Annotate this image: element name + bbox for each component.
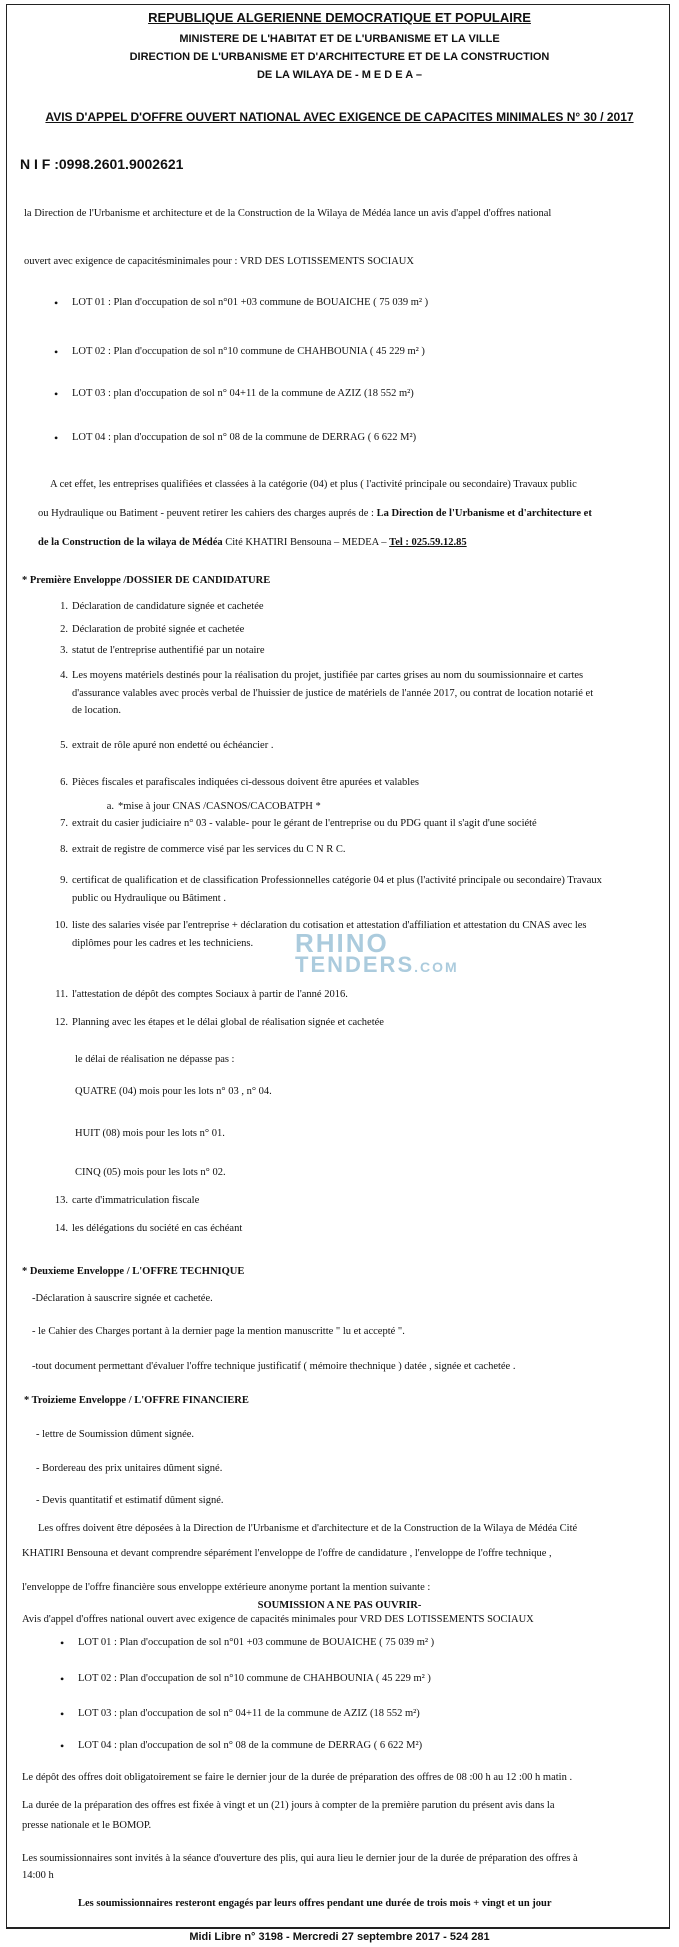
list-text: diplômes pour les cadres et les techniciens.: [72, 937, 254, 949]
delai-quatre: QUATRE (04) mois pour les lots n° 03 , n° 04.: [75, 1086, 272, 1097]
env2-title: * Deuxieme Enveloppe / L'OFFRE TECHNIQUE: [22, 1266, 245, 1277]
list-text: extrait de registre de commerce visé par les services du C N R C.: [72, 844, 346, 855]
effet-text: ou Hydraulique ou Batiment - peuvent retirer les cahiers des charges auprés de :: [38, 508, 377, 519]
list-text: Déclaration de candidature signée et cachetée: [72, 601, 264, 612]
list-number: 6.: [60, 777, 68, 788]
header-ministry: MINISTERE DE L'HABITAT ET DE L'URBANISME ET LA VILLE: [179, 33, 500, 45]
lot-item: [54, 345, 425, 359]
env1-title: * Première Enveloppe /DOSSIER DE CANDIDATURE: [22, 575, 271, 586]
closing-depot: Le dépôt des offres doit obligatoirement se faire le dernier jour de la durée de préparation des offres de 08 :00 h au 12 :00 h matin .: [22, 1772, 573, 1783]
list-item: [54, 1194, 200, 1208]
effet-direction: La Direction de l'Urbanisme et d'architecture et: [376, 508, 592, 519]
effet-phone: Tel : 025.59.12.85: [389, 537, 467, 548]
list-number: 4.: [60, 670, 68, 681]
lot-text: LOT 01 : Plan d'occupation de sol n°01 +03 commune de BOUAICHE ( 75 039 m² ): [72, 297, 429, 308]
list-number: 9.: [60, 875, 68, 886]
list-text: les délégations du société en cas échéant: [72, 1223, 243, 1234]
nif-number: N I F :0998.2601.9002621: [20, 156, 184, 172]
delai-cinq: CINQ (05) mois pour les lots n° 02.: [75, 1167, 226, 1178]
list-item: [60, 600, 264, 614]
list-item: [60, 644, 265, 658]
list-text: extrait de rôle apuré non endetté ou échéancier .: [72, 740, 274, 751]
list-item: [106, 800, 321, 814]
env3-title: * Troizieme Enveloppe / L'OFFRE FINANCIERE: [24, 1395, 249, 1406]
lot-text: LOT 01 : Plan d'occupation de sol n°01 +03 commune de BOUAICHE ( 75 039 m² ): [78, 1637, 435, 1648]
list-text: public ou Hydraulique ou Bâtiment .: [72, 892, 226, 904]
lot-item: [54, 296, 429, 310]
depot-line: Les offres doivent être déposées à la Direction de l'Urbanisme et d'architecture et de la Construction de la Wilaya de Médéa Cité: [38, 1523, 578, 1534]
lot-text: LOT 02 : Plan d'occupation de sol n°10 commune de CHAHBOUNIA ( 45 229 m² ): [72, 346, 425, 357]
lot-text: LOT 04 : plan d'occupation de sol n° 08 de la commune de DERRAG ( 6 622 M²): [72, 432, 417, 443]
list-item: [55, 988, 348, 1002]
env2-line: -Déclaration à sauscrire signée et cachetée.: [32, 1293, 213, 1304]
list-text: l'attestation de dépôt des comptes Sociaux à partir de l'anné 2016.: [72, 989, 348, 1000]
bullet-icon: •: [54, 387, 59, 401]
list-text: extrait du casier judiciaire n° 03 - valable- pour le gérant de l'entreprise ou du PDG quant il s'agit d'une société: [72, 818, 537, 829]
lot-item: [60, 1636, 435, 1650]
lot-item: [60, 1707, 420, 1721]
env3-line: - Bordereau des prix unitaires dûment signé.: [36, 1463, 223, 1474]
newspaper-footer: Midi Libre n° 3198 - Mercredi 27 septembre 2017 - 524 281: [189, 1931, 490, 1943]
list-text: carte d'immatriculation fiscale: [72, 1195, 200, 1206]
list-item: [60, 874, 602, 905]
header-wilaya: DE LA WILAYA DE - M E D E A –: [256, 69, 423, 81]
notice-title: AVIS D'APPEL D'OFFRE OUVERT NATIONAL AVEC EXIGENCE DE CAPACITES MINIMALES N° 30 / 2017: [45, 110, 634, 124]
closing-duree-2: presse nationale et le BOMOP.: [22, 1820, 152, 1831]
watermark-line-1: RHINO: [295, 928, 389, 958]
avis-mention: Avis d'appel d'offres national ouvert avec exigence de capacités minimales pour VRD DES LOTISSEMENTS SOCIAUX: [22, 1614, 534, 1625]
bullet-icon: •: [54, 296, 59, 310]
list-number: 8.: [60, 844, 68, 855]
list-text: Planning avec les étapes et le délai global de réalisation signée et cachetée: [72, 1017, 384, 1028]
list-text: d'assurance valables avec procès verbal de l'huissier de justice de matériels de l'année 2017, ou contrat de location notarié et: [72, 687, 594, 699]
list-number: 11.: [55, 989, 68, 1000]
soumission-mention: SOUMISSION A NE PAS OUVRIR-: [257, 1600, 422, 1611]
list-number: 2.: [60, 624, 68, 635]
list-number: 13.: [54, 1195, 68, 1206]
env3-line: - Devis quantitatif et estimatif dûment signé.: [36, 1495, 224, 1506]
bullet-icon: •: [54, 431, 59, 445]
list-number: 5.: [60, 740, 68, 751]
lot-text: LOT 02 : Plan d'occupation de sol n°10 commune de CHAHBOUNIA ( 45 229 m² ): [78, 1673, 431, 1684]
list-number: 12.: [54, 1017, 68, 1028]
env3-line: - lettre de Soumission dûment signée.: [36, 1429, 195, 1440]
env2-line: - le Cahier des Charges portant à la dernier page la mention manuscritte " lu et accepté ".: [32, 1326, 405, 1337]
list-text: Déclaration de probité signée et cachetée: [72, 624, 245, 635]
delai-text: le délai de réalisation ne dépasse pas :: [75, 1054, 235, 1065]
intro-line-2: ouvert avec exigence de capacitésminimales pour : VRD DES LOTISSEMENTS SOCIAUX: [24, 256, 414, 267]
list-number: 1.: [60, 601, 68, 612]
closing-duree: La durée de la préparation des offres est fixée à vingt et un (21) jours à compter de la première parution du présent avis dans la: [22, 1800, 555, 1811]
lot-text: LOT 03 : plan d'occupation de sol n° 04+11 de la commune de AZIZ (18 552 m²): [72, 388, 414, 399]
list-number: a.: [106, 801, 114, 812]
list-text: liste des salaries visée par l'entreprise + déclaration du cotisation et attestation d'affiliation et attestation du CNAS avec les: [72, 920, 587, 931]
list-number: 7.: [60, 818, 68, 829]
list-item: [60, 817, 537, 831]
bullet-icon: •: [60, 1636, 65, 1650]
list-number: 14.: [54, 1223, 68, 1234]
list-text: certificat de qualification et de classification Professionnelles catégorie 04 et plus (l'activité principale ou secondaire) Travaux: [72, 875, 602, 886]
list-number: 10.: [54, 920, 68, 931]
list-item: [60, 776, 419, 790]
depot-line: l'enveloppe de l'offre financière sous enveloppe extérieure anonyme portant la mention suivante :: [22, 1582, 431, 1593]
closing-ouverture-2: 14:00 h: [22, 1870, 54, 1881]
delai-huit: HUIT (08) mois pour les lots n° 01.: [75, 1128, 225, 1139]
list-text: statut de l'entreprise authentifié par un notaire: [72, 645, 265, 656]
effet-line-1: A cet effet, les entreprises qualifiées et classées à la catégorie (04) et plus ( l'activité principale ou secondaire) Travaux public: [50, 479, 577, 490]
list-number: 3.: [60, 645, 68, 656]
effet-wilaya: de la Construction de la wilaya de Médéa: [38, 537, 223, 548]
bullet-icon: •: [60, 1739, 65, 1753]
list-text: *mise à jour CNAS /CASNOS/CACOBATPH *: [118, 801, 321, 812]
closing-engagement: Les soumissionnaires resteront engagés par leurs offres pendant une durée de trois mois + vingt et un jour: [78, 1898, 552, 1909]
env2-line: -tout document permettant d'évaluer l'offre technique justificatif ( mémoire thechnique ) datée , signée et cachetée .: [32, 1361, 516, 1372]
footer-divider: [6, 1928, 670, 1929]
bullet-icon: •: [60, 1707, 65, 1721]
lot-item: [54, 387, 414, 401]
bullet-icon: •: [60, 1672, 65, 1686]
list-text: Pièces fiscales et parafiscales indiquées ci-dessous doivent être apurées et valables: [72, 777, 419, 788]
list-text: Les moyens matériels destinés pour la réalisation du projet, justifiée par cartes grises au nom du soumissionnaire et cartes: [72, 670, 584, 681]
watermark-logo: [295, 928, 459, 978]
effet-address: Cité KHATIRI Bensouna – MEDEA –: [222, 537, 390, 548]
depot-line: KHATIRI Bensouna et devant comprendre séparément l'enveloppe de l'offre de candidature , l'enveloppe de l'offre technique ,: [22, 1548, 552, 1559]
lot-item: [60, 1672, 431, 1686]
watermark-word: TENDERS: [295, 952, 415, 977]
list-item: [60, 843, 346, 857]
list-item: [60, 739, 274, 753]
effet-line-3: [38, 536, 467, 550]
lot-text: LOT 04 : plan d'occupation de sol n° 08 de la commune de DERRAG ( 6 622 M²): [78, 1740, 423, 1751]
list-text: de location.: [72, 705, 121, 717]
watermark-suffix: .COM: [414, 959, 459, 975]
list-item: [54, 1222, 243, 1236]
header-republic: REPUBLIQUE ALGERIENNE DEMOCRATIQUE ET POPULAIRE: [148, 10, 531, 25]
list-item: [60, 623, 245, 637]
list-item: [54, 1016, 384, 1030]
closing-ouverture: Les soumissionnaires sont invités à la séance d'ouverture des plis, qui aura lieu le dernier jour de la durée de préparation des offres à: [22, 1853, 578, 1864]
header-direction: DIRECTION DE L'URBANISME ET D'ARCHITECTURE ET DE LA CONSTRUCTION: [129, 51, 550, 63]
lot-item: [60, 1739, 423, 1753]
bullet-icon: •: [54, 345, 59, 359]
effet-line-2: [38, 507, 592, 521]
lot-item: [54, 431, 417, 445]
lot-text: LOT 03 : plan d'occupation de sol n° 04+11 de la commune de AZIZ (18 552 m²): [78, 1708, 420, 1719]
list-item: [60, 669, 594, 718]
watermark-line-2: [295, 954, 459, 978]
intro-line-1: la Direction de l'Urbanisme et architecture et de la Construction de la Wilaya de Médéa lance un avis d'appel d'offres national: [24, 208, 552, 219]
